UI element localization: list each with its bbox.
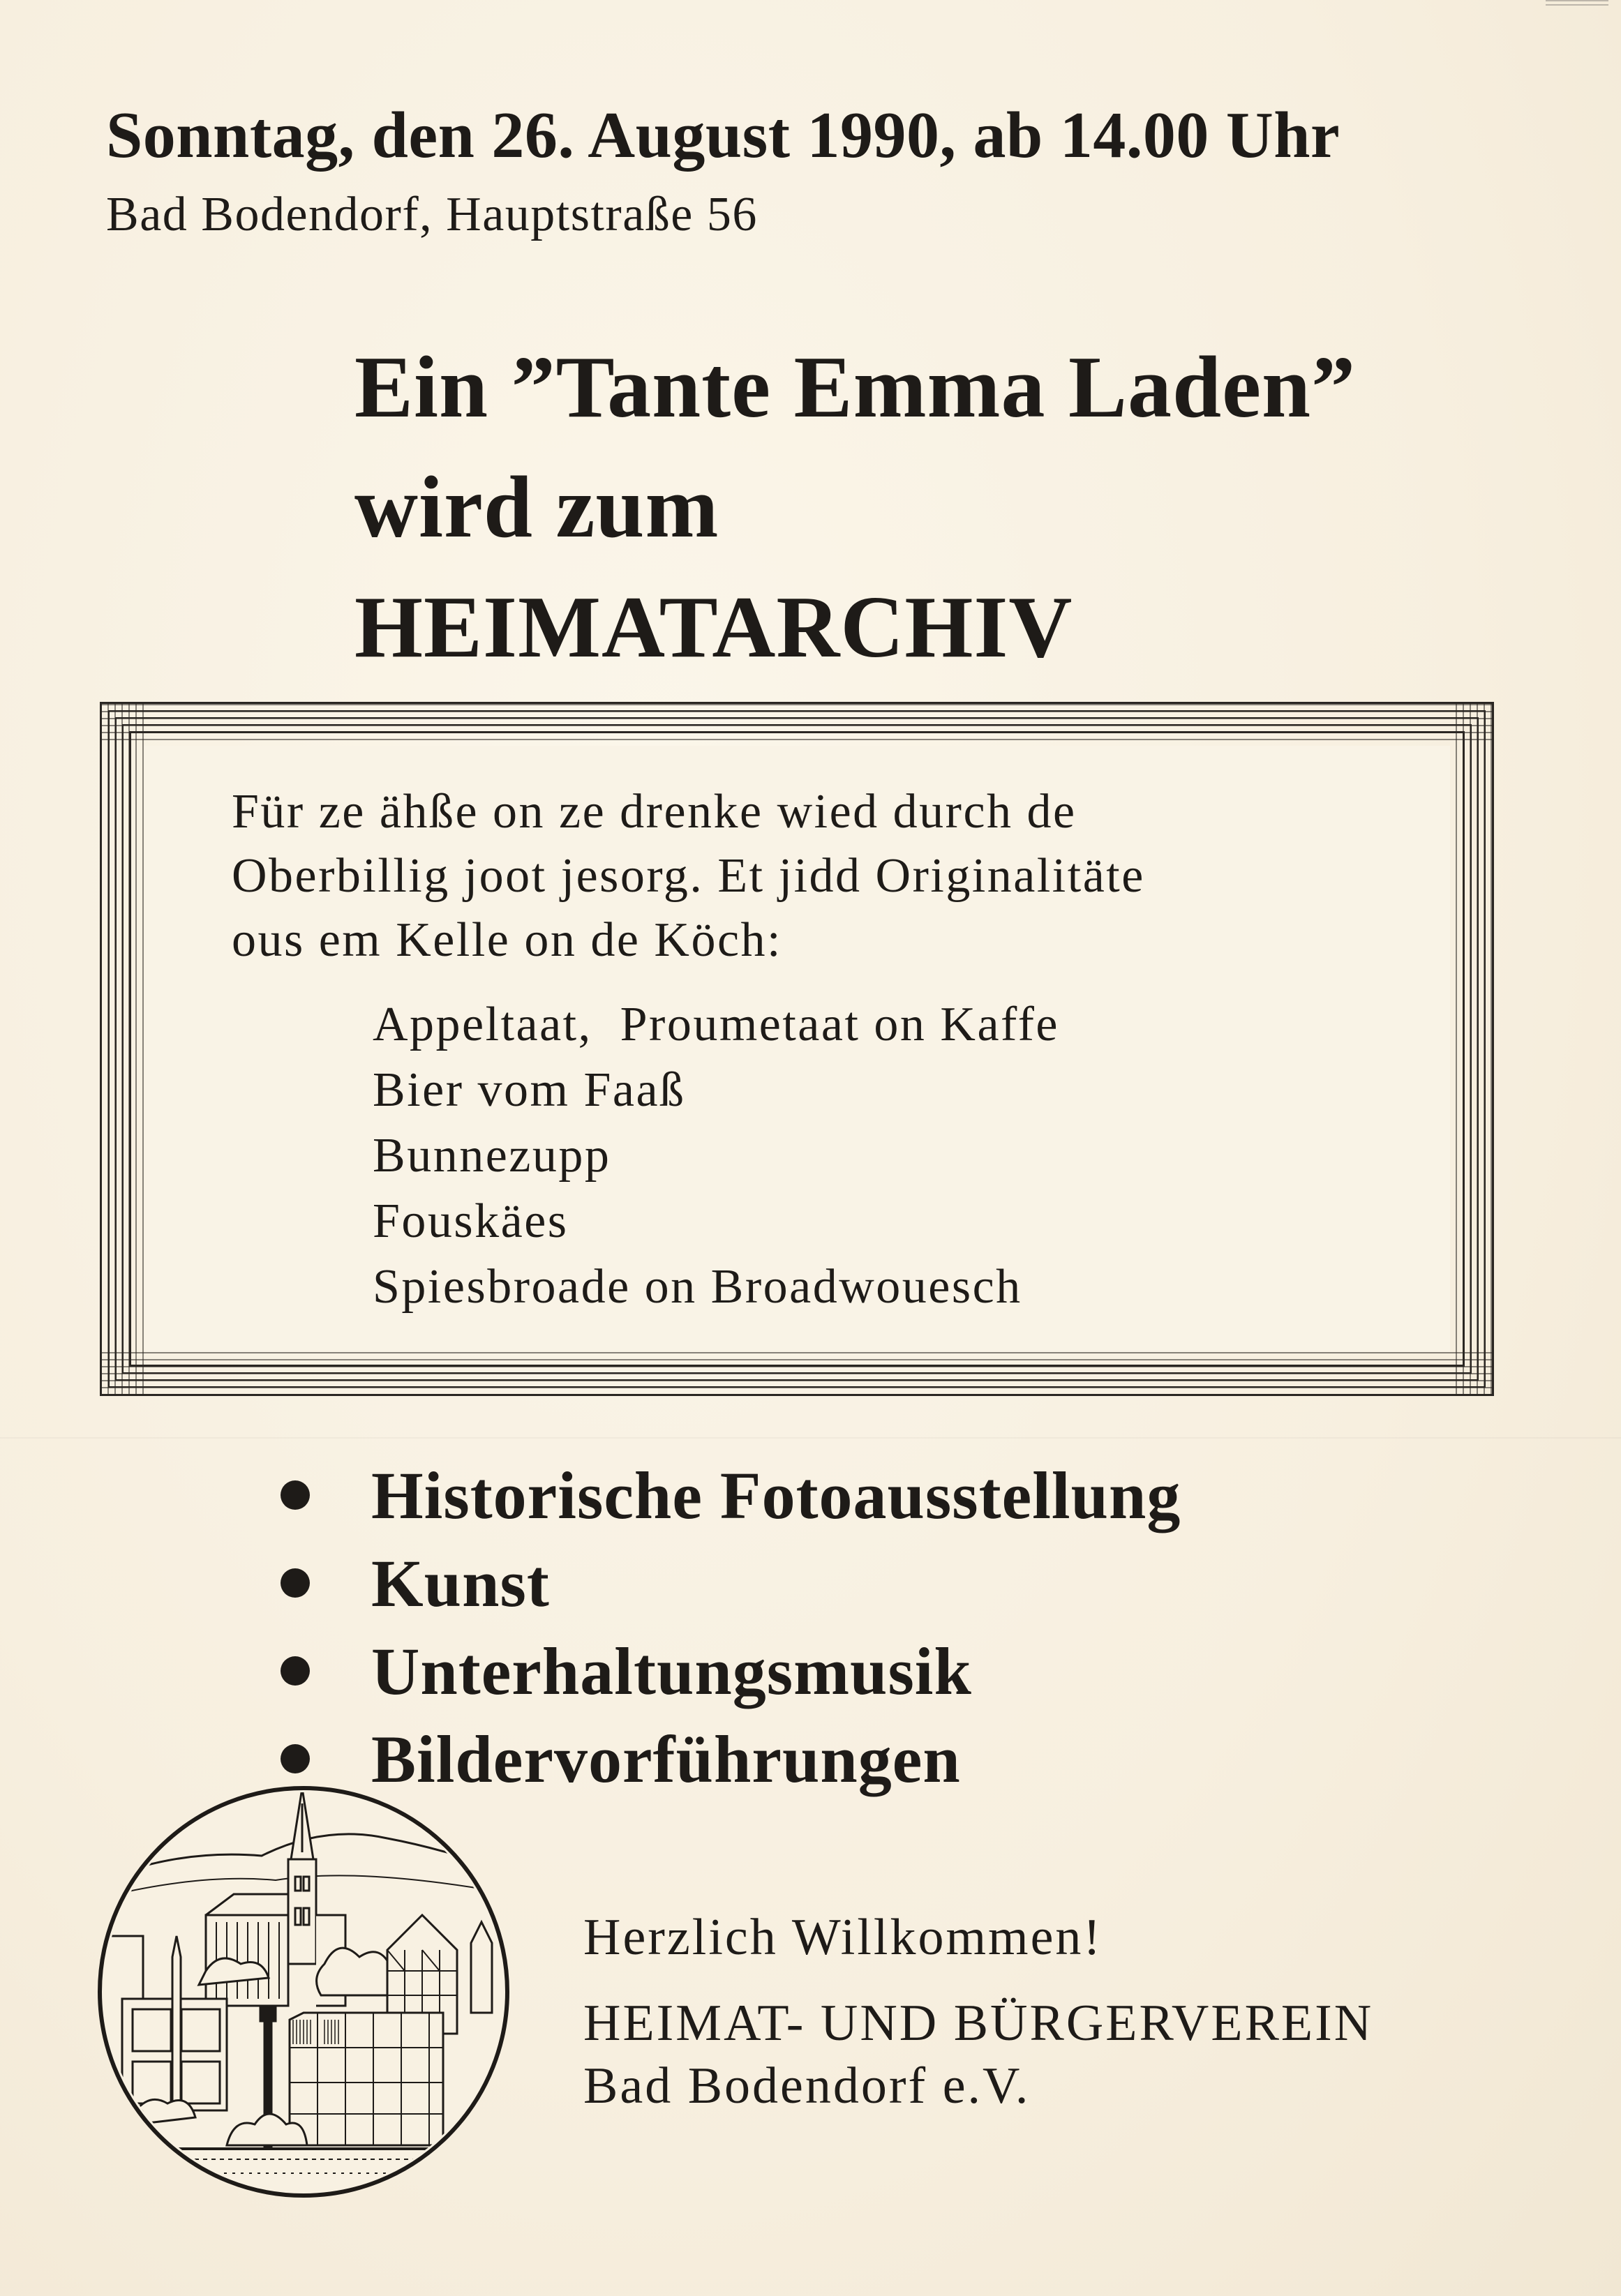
- fold-line: [0, 1437, 1621, 1439]
- feature-item: [281, 1539, 1181, 1627]
- menu-item: Bunnezupp: [373, 1129, 611, 1183]
- town-church-emblem-icon: [94, 1783, 513, 2201]
- feature-item: [281, 1451, 1181, 1539]
- headline-line-3: HEIMATARCHIV: [354, 579, 1073, 676]
- menu-item: Spiesbroade on Broadwouesch: [373, 1260, 1022, 1314]
- bullet-icon: [281, 1480, 310, 1510]
- box-intro-text: [232, 780, 1145, 973]
- intro-line: Oberbillig joot jesorg. Et jidd Originalitäte: [232, 849, 1145, 903]
- event-address: Bad Bodendorf, Hauptstraße 56: [106, 188, 758, 241]
- menu-item: Bier vom Faaß: [373, 1063, 686, 1117]
- welcome-text: Herzlich Willkommen!: [583, 1909, 1103, 1966]
- feature-label: Historische Fotoausstellung: [371, 1457, 1181, 1533]
- headline: [354, 328, 1356, 688]
- corner-mark: [1546, 0, 1608, 6]
- headline-line-2: wird zum: [354, 459, 719, 556]
- bullet-icon: [281, 1656, 310, 1686]
- bullet-icon: [281, 1744, 310, 1773]
- feature-list: [281, 1451, 1181, 1803]
- feature-label: Unterhaltungsmusik: [371, 1633, 972, 1709]
- menu-item: Fouskäes: [373, 1194, 569, 1248]
- food-menu-list: [373, 992, 1059, 1320]
- menu-item: Appeltaat, Proumetaat on Kaffe: [373, 998, 1059, 1051]
- feature-item: [281, 1627, 1181, 1715]
- event-date-line: Sonntag, den 26. August 1990, ab 14.00 Uhr: [106, 99, 1340, 172]
- feature-label: Bildervorführungen: [371, 1721, 961, 1796]
- club-name: HEIMAT- UND BÜRGERVEREIN: [583, 1995, 1374, 2052]
- bullet-icon: [281, 1568, 310, 1598]
- intro-line: Für ze ähße on ze drenke wied durch de: [232, 785, 1077, 839]
- intro-line: ous em Kelle on de Köch:: [232, 913, 782, 967]
- feature-label: Kunst: [371, 1545, 550, 1621]
- headline-line-1: Ein ”Tante Emma Laden”: [354, 339, 1357, 436]
- club-location: Bad Bodendorf e.V.: [583, 2057, 1031, 2115]
